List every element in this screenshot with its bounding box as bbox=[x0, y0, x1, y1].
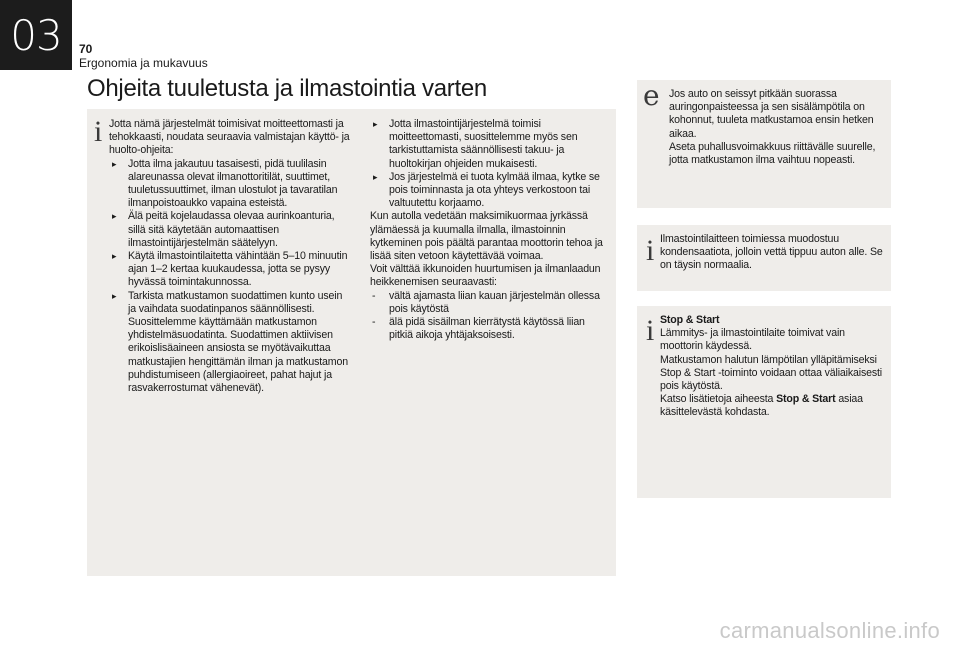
list-item: ▸ Älä peitä kojelaudassa olevaa aurinkoanturia, sillä sitä käytetään automaattisen ilmastointijärjestelmän säätelyyn. bbox=[112, 210, 335, 249]
arrow-bullet-icon: ▸ bbox=[373, 171, 378, 182]
info-icon: i bbox=[646, 314, 655, 347]
eco-icon: e bbox=[643, 79, 660, 112]
stop-start-text: Stop & Start Lämmitys- ja ilmastointilaite toimivat vain moottorin käydessä. Matkustamon halutun lämpötilan ylläpitämiseksi Stop & Start -toiminto voidaan ottaa väliaikaisesti pois käytöstä. Katso lisätietoja aiheesta Stop & Start asiaa käsittelevästä kohdasta. bbox=[660, 314, 886, 420]
list-item: - älä pidä sisäilman kierrätystä käytössä liian pitkiä aikoja yhtäjaksoisesti. bbox=[372, 316, 585, 342]
arrow-bullet-icon: ▸ bbox=[373, 119, 378, 129]
list-item: ▸ Jos järjestelmä ei tuota kylmää ilmaa, kytke se pois toiminnasta ja ota yhteys verkostoon tai valtuutettu korjaamo. bbox=[373, 170, 600, 210]
section-name: Ergonomia ja mukavuus bbox=[79, 56, 208, 70]
list-item: ▸ Käytä ilmastointilaitetta vähintään 5–10 minuutin ajan 1–2 kertaa kuukaudessa, jotta se pysyy hyvässä toimintakunnossa. bbox=[112, 250, 348, 289]
condensation-text: Ilmastointilaitteen toimiessa muodostuu kondensaatiota, jolloin vettä tippuu auton alle. Se on täysin normaalia. bbox=[660, 233, 883, 272]
list-item: - vältä ajamasta liian kauan järjestelmän ollessa pois käytöstä bbox=[372, 289, 600, 315]
info-icon: i bbox=[94, 115, 103, 148]
arrow-bullet-icon: ▸ bbox=[112, 158, 117, 169]
arrow-bullet-icon: ▸ bbox=[112, 251, 117, 262]
page-title: Ohjeita tuuletusta ja ilmastointia varten bbox=[87, 75, 487, 102]
main-left-column bbox=[109, 118, 352, 395]
intro-text: Jotta nämä järjestelmät toimisivat moitteettomasti ja tehokkaasti, noudata seuraavia valmistajan käyttö- ja huolto-ohjeita: bbox=[109, 118, 350, 157]
chapter-number: 03 bbox=[0, 0, 72, 70]
info-icon: i bbox=[646, 234, 655, 267]
list-item: ▸ Jotta ilmastointijärjestelmä toimisi moitteettomasti, suosittelemme myös sen tarkistuttamista säännöllisesti takuu- ja huoltokirjan ohjeiden mukaisesti. bbox=[373, 118, 578, 170]
main-info-panel bbox=[87, 109, 616, 576]
list-item: ▸ Tarkista matkustamon suodattimen kunto usein ja vaihdata suodatinpanos säännöllisesti. Suosittelemme käyttämään matkustamon yhdistelmäsuodatinta. Suodattimen aktiivisen erikoislisäaineen ansiosta se myötävaikuttaa matkustajien hengittämän ilman ja matkustamon puhdistumiseen (allergiaoireet, pahat hajut ja rasvakerrostumat vähenevät). bbox=[112, 289, 348, 395]
eco-text: Jos auto on seissyt pitkään suorassa auringonpaisteessa ja sen sisälämpötila on kohonnut, tuuleta matkustamoa ensin hetken aikaa. Aseta puhallusvoimakkuus riittävälle suurelle, jotta matkustamon ilma vaihtuu nopeasti. bbox=[669, 88, 876, 167]
paragraph-fogging: Voit välttää ikkunoiden huurtumisen ja ilmanlaadun heikkenemisen seuraavasti: bbox=[370, 263, 601, 289]
page-number: 70 bbox=[79, 42, 93, 56]
paragraph-max-load: Kun autolla vedetään maksimikuormaa jyrkässä ylämäessä ja kuumalla ilmalla, ilmastoinnin kytkeminen pois päältä parantaa moottorin tehoa ja lisää siten vetoon käytettävää voimaa. bbox=[370, 210, 603, 263]
watermark: carmanualsonline.info bbox=[719, 618, 940, 643]
arrow-bullet-icon: ▸ bbox=[112, 211, 117, 222]
arrow-bullet-icon: ▸ bbox=[112, 290, 117, 301]
stop-start-heading: Stop & Start bbox=[660, 314, 720, 326]
main-right-column bbox=[370, 118, 606, 342]
list-item: ▸ Jotta ilma jakautuu tasaisesti, pidä tuulilasin alareunassa olevat ilmanottoritilät, suuttimet, tuuletussuuttimet, ilman ulostulot ja tavaratilan ilmanpoistoaukko vapaina esteistä. bbox=[112, 157, 338, 210]
